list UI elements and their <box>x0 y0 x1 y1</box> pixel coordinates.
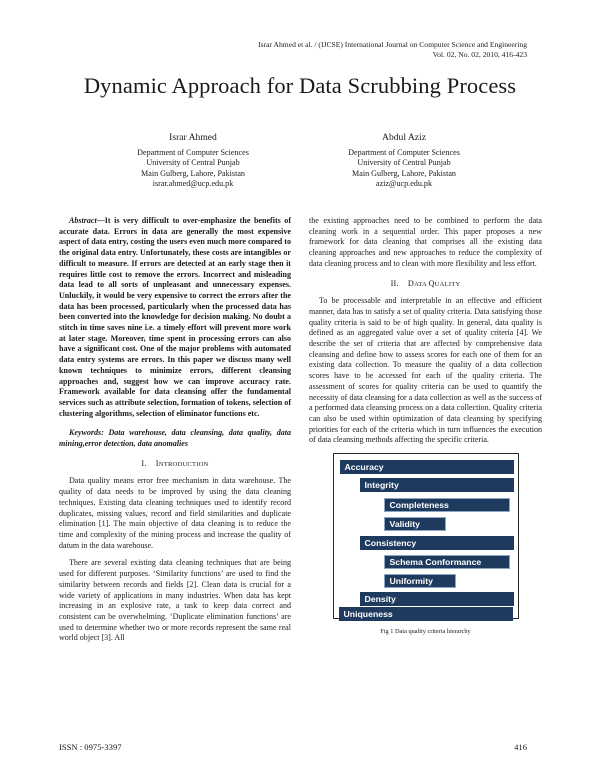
figure-item-uniformity: Uniformity <box>384 574 456 588</box>
figure-item-density: Density <box>360 592 514 606</box>
section-title-rest: ATA <box>414 280 429 288</box>
figure-item-accuracy: Accuracy <box>340 460 514 474</box>
left-column <box>59 216 291 651</box>
figure-item-consistency: Consistency <box>360 536 514 550</box>
author-address: Main Gulberg, Lahore, Pakistan <box>141 168 245 178</box>
section-title-rest: NTRODUCTION <box>158 460 209 468</box>
section-title-initial: D <box>407 278 415 288</box>
paragraph: To be processable and interpretable in an effective and efficient manner, data has to satisfy a set of quality criteria. Data satisfying those quality criteria is said to be of high quality. In general, data quality is defined as an aggregated value over a set of quality criteria [4]. We describe the set of criteria that are affected by comprehensive data cleansing and define how to assess scores for each one of them for an existing data collection. To measure the quality of a data collection scores have to be accessed for each of the quality criteria. The assessment of scores for quality criteria can be used to quantify the necessity of data cleansing for a data collection as well as the success of a performed data cleansing process on a data collection. Quality criteria can also be used within optimization of data cleansing by specifying priorities for each of the criteria which in turn influences the execution of data cleansing methods affecting the specific criteria. <box>309 296 542 445</box>
abstract-text: —It is very difficult to over-emphasize the benefits of accurate data. Errors in data are generally the most expensive aspect of data entry, costing the users even much more compared to the original data entry. Unfortunately, these costs are intangibles or difficult to measure. If errors are detected at an early stage then it requires little cost to remove the errors. Incorrect and misleading data lead to all sorts of unpleasant and unnecessary expenses. Unluckily, it would be very expensive to correct the errors after the data has been processed, particularly when the processed data has been converted into the knowledge for decision making. No doubt a stitch in time saves nine i.e. a timely effort will prevent more work at later stage. Moreover, time spent in processing errors can also have a significant cost. One of the major problems with automated data entry systems are errors. In this paper we discuss many well known techniques to minimize errors, different cleansing approaches and, suggest how we can improve accuracy rate. Framework available for data cleansing offer the fundamental services such as attribute selection, formation of tokens, selection of clustering algorithms, selection of eliminator functions etc. <box>59 216 291 418</box>
paper-title: Dynamic Approach for Data Scrubbing Process <box>83 73 517 98</box>
journal-volume: Vol. 02, No. 02, 2010, 416-423 <box>432 50 527 59</box>
section-title-initial: I <box>155 458 159 468</box>
figure-item-completeness: Completeness <box>384 498 510 512</box>
right-column <box>309 216 542 638</box>
figure-item-uniqueness: Uniqueness <box>339 607 513 621</box>
author-address: Main Gulberg, Lahore, Pakistan <box>352 168 456 178</box>
figure-item-validity: Validity <box>384 517 446 531</box>
abstract-label: Abstract <box>69 216 97 225</box>
page-number: 416 <box>514 742 527 752</box>
author-block-1 <box>93 133 293 190</box>
author-name: Abdul Aziz <box>382 132 426 143</box>
journal-citation: Israr Ahmed et al. / (IJCSE) International Journal on Computer Science and Engineering <box>258 40 527 49</box>
keywords: Keywords: Data warehouse, data cleansing, data quality, data mining,error detection, data anomalies <box>59 428 291 449</box>
paragraph: the existing approaches need to be combined to perform the data cleaning work in a sequential order. This paper proposes a new framework for data cleaning that comprises all the existing data cleaning approaches and new approaches to reduce the complexity of data cleaning process and to clean with more flexibility and less effort. <box>309 216 542 268</box>
author-department: Department of Computer Sciences <box>137 147 249 157</box>
author-name: Israr Ahmed <box>169 132 217 143</box>
author-department: Department of Computer Sciences <box>348 147 460 157</box>
section-title-initial: Q <box>428 278 435 288</box>
paragraph: There are several existing data cleaning techniques that are being used for different purposes. ‘Similarity functions’ are used to find the similarity between records and fields [2]. Clean data is crucial for a wide variety of applications in many industries. When data has kept increasing in an explosive rate, a task to keep data correct and consistent can be overwhelming. ‘Duplicate elimination functions’ are used to determine whether two or more records represent the same real world object [3]. All <box>59 558 291 643</box>
footer-issn: ISSN : 0975-3397 <box>59 742 122 752</box>
paragraph: Data quality means error free mechanism in data warehouse. The quality of data needs to be improved by using the data cleaning techniques. Existing data cleaning techniques used to identify record duplicates, missing values, record and field similarities and duplicate elimination [1]. The main objective of data cleaning is to reduce the time and complexity of the mining process and increase the quality of datum in the data warehouse. <box>59 476 291 550</box>
author-block-2 <box>304 133 504 190</box>
quality-hierarchy-figure <box>333 453 519 619</box>
author-university: University of Central Punjab <box>146 158 240 168</box>
section-number: I. <box>141 458 147 468</box>
section-number: II. <box>390 278 399 288</box>
section-title-rest: UALITY <box>434 280 461 288</box>
figure-item-schema-conformance: Schema Conformance <box>384 555 510 569</box>
section-heading-introduction <box>59 459 291 471</box>
author-email: israr.ahmed@ucp.edu.pk <box>152 179 234 189</box>
author-university: University of Central Punjab <box>357 158 451 168</box>
figure-caption: Fig 1 Data quality criteria hierarchy <box>380 628 471 636</box>
section-heading-data-quality <box>309 279 542 291</box>
figure-item-integrity: Integrity <box>360 478 514 492</box>
abstract <box>59 216 291 419</box>
author-email: aziz@ucp.edu.pk <box>376 179 432 189</box>
